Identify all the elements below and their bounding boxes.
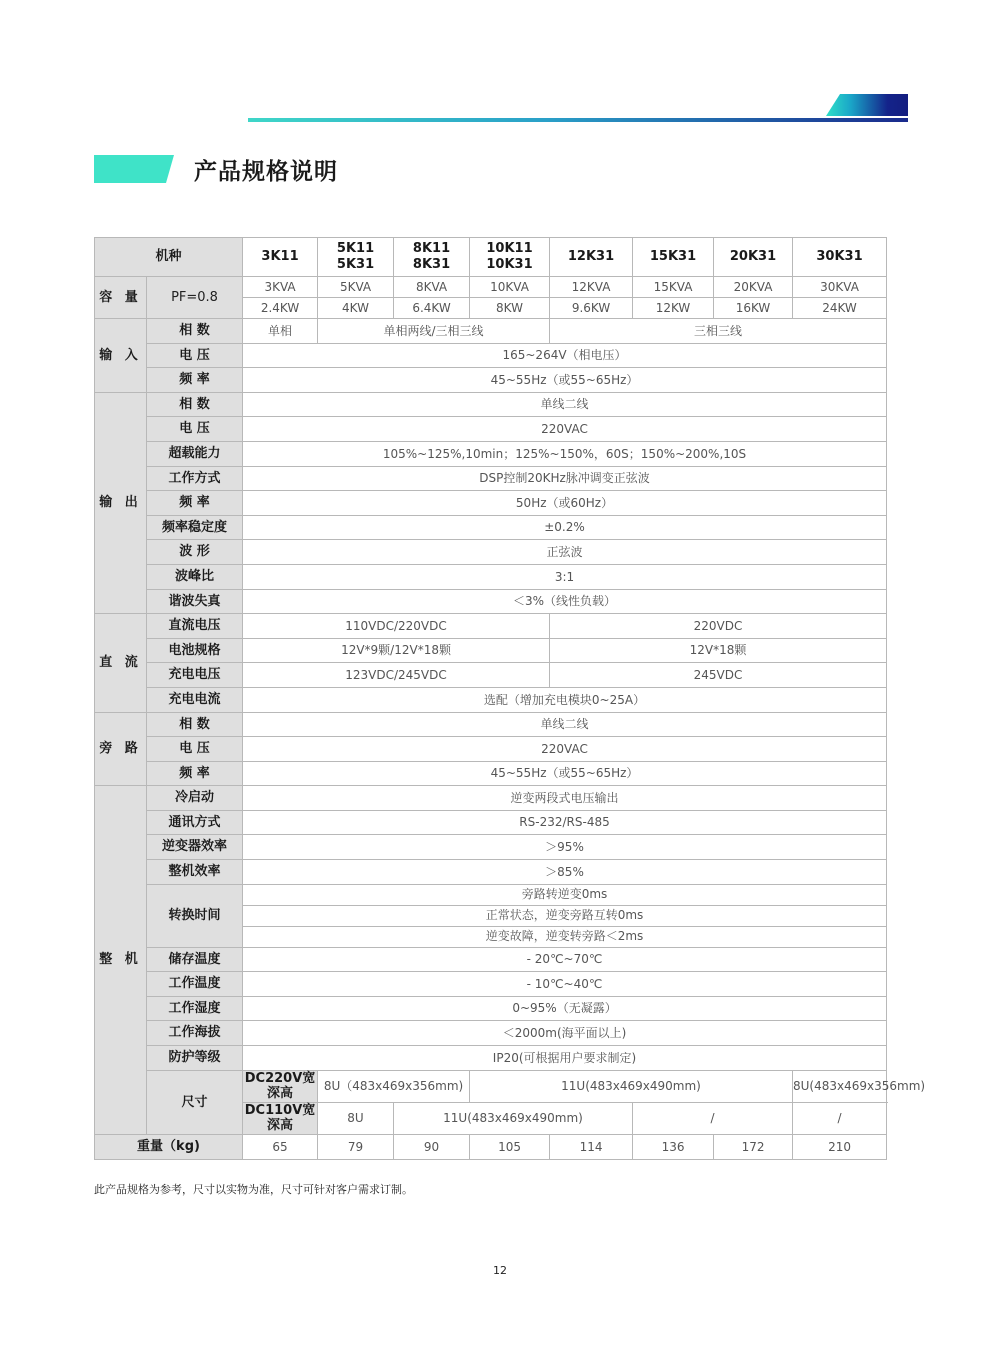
value-cell: 单线二线 bbox=[243, 712, 887, 737]
kva-cell: 8KVA bbox=[394, 277, 470, 298]
value-cell: 8U(483x469x356mm) bbox=[793, 1070, 887, 1102]
system-row bbox=[95, 860, 887, 885]
dc-row bbox=[95, 638, 887, 663]
value-cell: 220VDC bbox=[550, 614, 887, 639]
value-cell: 单相两线/三相三线 bbox=[318, 319, 550, 344]
row-label: 充电电流 bbox=[147, 687, 243, 712]
row-label: 相 数 bbox=[147, 319, 243, 344]
output-row bbox=[95, 540, 887, 565]
kw-cell: 16KW bbox=[714, 298, 793, 319]
row-label: 波峰比 bbox=[147, 564, 243, 589]
value-cell: DSP控制20KHz脉冲调变正弦波 bbox=[243, 466, 887, 491]
row-label: 冷启动 bbox=[147, 786, 243, 811]
row-label: 电 压 bbox=[147, 343, 243, 368]
row-label: DC110V宽深高 bbox=[243, 1102, 318, 1134]
row-label: 频 率 bbox=[147, 368, 243, 393]
system-row bbox=[95, 1046, 887, 1071]
weight-cell: 136 bbox=[633, 1135, 714, 1160]
section-heading bbox=[94, 155, 338, 183]
value-cell: 45~55Hz（或55~65Hz） bbox=[243, 761, 887, 786]
kw-cell: 4KW bbox=[318, 298, 394, 319]
system-row bbox=[95, 810, 887, 835]
row-label: 通讯方式 bbox=[147, 810, 243, 835]
weight-cell: 90 bbox=[394, 1135, 470, 1160]
output-row bbox=[95, 515, 887, 540]
row-label: 充电电压 bbox=[147, 663, 243, 688]
output-row bbox=[95, 466, 887, 491]
kva-cell: 12KVA bbox=[550, 277, 633, 298]
dc-current-row bbox=[95, 687, 887, 712]
page-number: 12 bbox=[493, 1264, 507, 1277]
kva-cell: 20KVA bbox=[714, 277, 793, 298]
row-label: DC220V宽深高 bbox=[243, 1070, 318, 1102]
bypass-row bbox=[95, 737, 887, 762]
value-cell: ＞85% bbox=[243, 860, 887, 885]
weight-cell: 210 bbox=[793, 1135, 887, 1160]
row-label: 电 压 bbox=[147, 417, 243, 442]
model-cell: 15K31 bbox=[633, 238, 714, 277]
weight-cell: 105 bbox=[470, 1135, 550, 1160]
dc-row bbox=[95, 663, 887, 688]
input-freq-row bbox=[95, 368, 887, 393]
value-cell: RS-232/RS-485 bbox=[243, 810, 887, 835]
model-label: 机种 bbox=[95, 238, 243, 277]
kw-cell: 9.6KW bbox=[550, 298, 633, 319]
value-cell: 三相三线 bbox=[550, 319, 887, 344]
value-cell: 220VAC bbox=[243, 737, 887, 762]
value-cell: / bbox=[793, 1102, 887, 1134]
pf-label: PF=0.8 bbox=[147, 277, 243, 319]
row-label: 工作方式 bbox=[147, 466, 243, 491]
value-cell: / bbox=[633, 1102, 793, 1134]
group-dc: 直 流 bbox=[95, 614, 147, 712]
kva-cell: 15KVA bbox=[633, 277, 714, 298]
kva-cell: 30KVA bbox=[793, 277, 887, 298]
value-cell: 245VDC bbox=[550, 663, 887, 688]
value-cell: 逆变两段式电压输出 bbox=[243, 786, 887, 811]
value-cell: 165~264V（相电压） bbox=[243, 343, 887, 368]
header-accent-line bbox=[248, 118, 908, 122]
value-cell: 105%~125%,10min；125%~150%，60S；150%~200%,10S bbox=[243, 441, 887, 466]
value-cell: - 20℃~70℃ bbox=[243, 947, 887, 972]
row-label: 工作温度 bbox=[147, 972, 243, 997]
row-label: 直流电压 bbox=[147, 614, 243, 639]
bypass-row bbox=[95, 761, 887, 786]
weight-cell: 65 bbox=[243, 1135, 318, 1160]
value-cell: 正常状态，逆变旁路互转0ms bbox=[243, 905, 887, 926]
row-label: 工作湿度 bbox=[147, 996, 243, 1021]
value-cell: 123VDC/245VDC bbox=[243, 663, 550, 688]
output-row bbox=[95, 392, 887, 417]
system-row bbox=[95, 1021, 887, 1046]
model-cell: 3K11 bbox=[243, 238, 318, 277]
row-label: 频率稳定度 bbox=[147, 515, 243, 540]
size-row bbox=[95, 1070, 887, 1102]
value-cell: ＜3%（线性负载） bbox=[243, 589, 887, 614]
value-cell: 单相 bbox=[243, 319, 318, 344]
page-title: 产品规格说明 bbox=[194, 158, 338, 185]
row-label: 相 数 bbox=[147, 712, 243, 737]
weight-label: 重量（kg) bbox=[95, 1135, 243, 1160]
input-voltage-row bbox=[95, 343, 887, 368]
output-row bbox=[95, 441, 887, 466]
weight-cell: 114 bbox=[550, 1135, 633, 1160]
row-label: 相 数 bbox=[147, 392, 243, 417]
row-label: 频 率 bbox=[147, 761, 243, 786]
kw-cell: 24KW bbox=[793, 298, 887, 319]
value-cell: 45~55Hz（或55~65Hz） bbox=[243, 368, 887, 393]
value-cell: 8U bbox=[318, 1102, 394, 1134]
model-cell: 8K11 8K31 bbox=[394, 238, 470, 277]
kw-cell: 2.4KW bbox=[243, 298, 318, 319]
value-cell: 选配（增加充电模块0~25A） bbox=[243, 687, 887, 712]
footnote: 此产品规格为参考，尺寸以实物为准，尺寸可针对客户需求订制。 bbox=[94, 1183, 413, 1196]
model-cell: 10K11 10K31 bbox=[470, 238, 550, 277]
model-cell: 5K11 5K31 bbox=[318, 238, 394, 277]
output-row bbox=[95, 417, 887, 442]
heading-accent-slash bbox=[174, 155, 188, 183]
weight-cell: 79 bbox=[318, 1135, 394, 1160]
system-row bbox=[95, 972, 887, 997]
weight-row bbox=[95, 1135, 887, 1160]
row-label: 转换时间 bbox=[147, 884, 243, 947]
value-cell: 11U(483x469x490mm) bbox=[470, 1070, 793, 1102]
value-cell: 50Hz（或60Hz） bbox=[243, 491, 887, 516]
value-cell: 旁路转逆变0ms bbox=[243, 884, 887, 905]
group-input: 输 入 bbox=[95, 319, 147, 393]
value-cell: 220VAC bbox=[243, 417, 887, 442]
group-system: 整 机 bbox=[95, 786, 147, 1135]
system-row bbox=[95, 947, 887, 972]
row-label: 超载能力 bbox=[147, 441, 243, 466]
value-cell: 正弦波 bbox=[243, 540, 887, 565]
row-label: 波 形 bbox=[147, 540, 243, 565]
input-phase-row bbox=[95, 319, 887, 344]
kw-cell: 6.4KW bbox=[394, 298, 470, 319]
model-cell: 30K31 bbox=[793, 238, 887, 277]
row-label: 整机效率 bbox=[147, 860, 243, 885]
value-cell: 8U（483x469x356mm) bbox=[318, 1070, 470, 1102]
value-cell: ＞95% bbox=[243, 835, 887, 860]
value-cell: 单线二线 bbox=[243, 392, 887, 417]
system-row bbox=[95, 835, 887, 860]
output-row bbox=[95, 491, 887, 516]
value-cell: 12V*18颗 bbox=[550, 638, 887, 663]
capacity-row bbox=[95, 277, 887, 298]
value-cell: 12V*9颗/12V*18颗 bbox=[243, 638, 550, 663]
group-capacity: 容 量 bbox=[95, 277, 147, 319]
system-row bbox=[95, 996, 887, 1021]
value-cell: ±0.2% bbox=[243, 515, 887, 540]
group-bypass: 旁 路 bbox=[95, 712, 147, 786]
row-label: 谐波失真 bbox=[147, 589, 243, 614]
value-cell: 0~95%（无凝露） bbox=[243, 996, 887, 1021]
kva-cell: 10KVA bbox=[470, 277, 550, 298]
value-cell: 110VDC/220VDC bbox=[243, 614, 550, 639]
value-cell: 11U(483x469x490mm) bbox=[394, 1102, 633, 1134]
dc-row bbox=[95, 614, 887, 639]
row-label: 频 率 bbox=[147, 491, 243, 516]
kw-cell: 8KW bbox=[470, 298, 550, 319]
group-output: 输 出 bbox=[95, 392, 147, 613]
kva-cell: 3KVA bbox=[243, 277, 318, 298]
row-label: 逆变器效率 bbox=[147, 835, 243, 860]
value-cell: ＜2000m(海平面以上) bbox=[243, 1021, 887, 1046]
row-label: 工作海拔 bbox=[147, 1021, 243, 1046]
kw-cell: 12KW bbox=[633, 298, 714, 319]
system-row bbox=[95, 786, 887, 811]
model-cell: 20K31 bbox=[714, 238, 793, 277]
output-row bbox=[95, 589, 887, 614]
spec-table bbox=[94, 237, 926, 1160]
row-label: 储存温度 bbox=[147, 947, 243, 972]
kva-cell: 5KVA bbox=[318, 277, 394, 298]
value-cell: 逆变故障，逆变转旁路＜2ms bbox=[243, 926, 887, 947]
output-row bbox=[95, 564, 887, 589]
row-label: 电池规格 bbox=[147, 638, 243, 663]
header-accent-block bbox=[826, 94, 908, 116]
value-cell: IP20(可根据用户要求制定) bbox=[243, 1046, 887, 1071]
weight-cell: 172 bbox=[714, 1135, 793, 1160]
model-cell: 12K31 bbox=[550, 238, 633, 277]
row-label: 防护等级 bbox=[147, 1046, 243, 1071]
group-size: 尺寸 bbox=[147, 1070, 243, 1134]
value-cell: - 10℃~40℃ bbox=[243, 972, 887, 997]
model-header-row bbox=[95, 238, 887, 277]
row-label: 电 压 bbox=[147, 737, 243, 762]
transfer-row bbox=[95, 884, 887, 905]
heading-accent-block bbox=[94, 155, 174, 183]
bypass-row bbox=[95, 712, 887, 737]
value-cell: 3:1 bbox=[243, 564, 887, 589]
